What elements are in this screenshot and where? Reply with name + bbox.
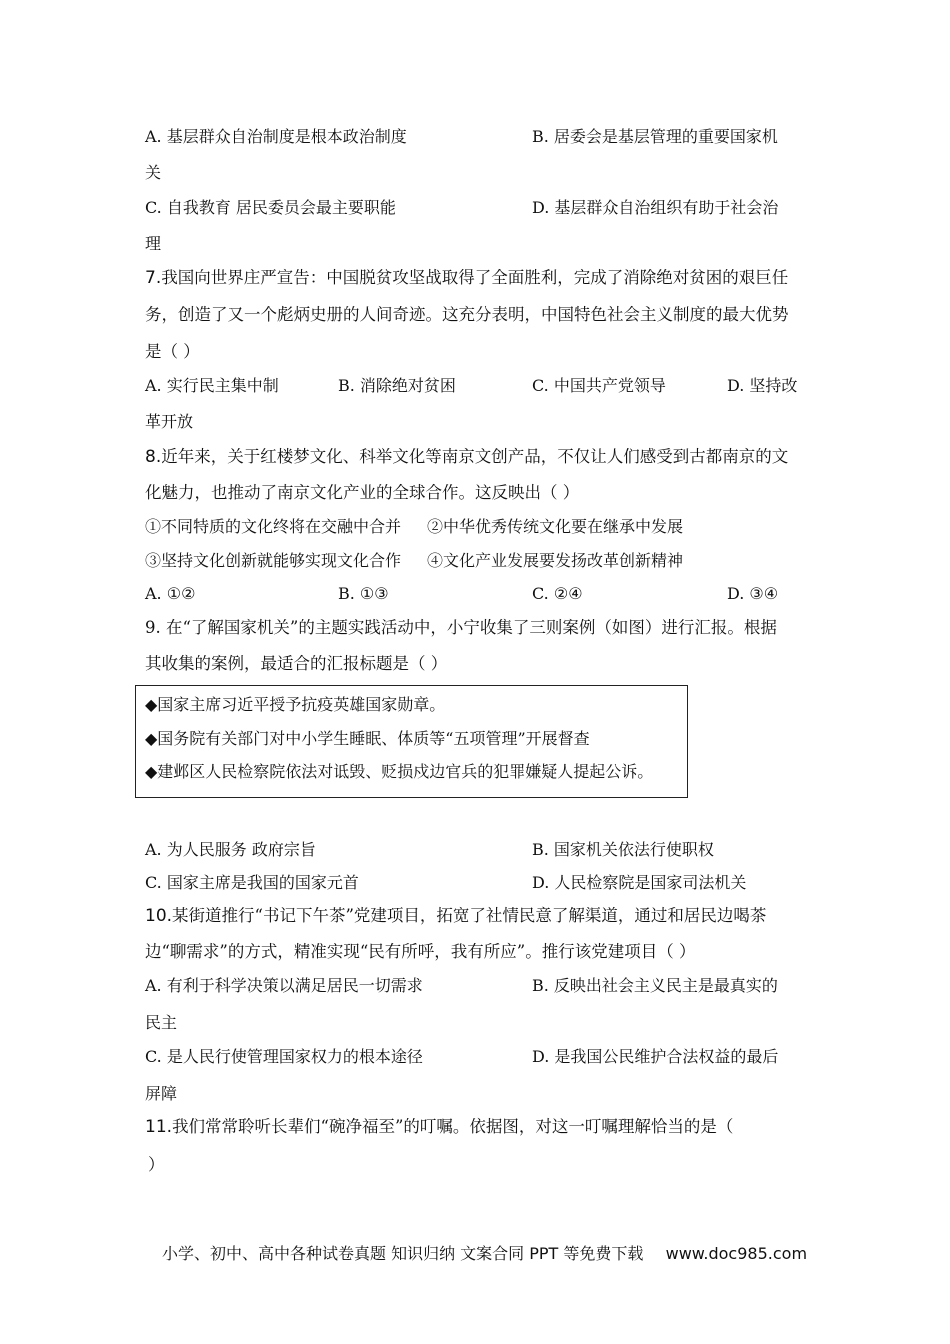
q8-statement-1: ①不同特质的文化终将在交融中合并 (145, 517, 402, 536)
q7-option-b: B. 消除绝对贫困 (338, 376, 456, 395)
q7-option-a: A. 实行民主集中制 (145, 376, 279, 395)
q7-number: 7. (145, 268, 162, 288)
q10-option-d-cont: 屏障 (145, 1084, 178, 1103)
q6-option-a: A. 基层群众自治制度是根本政治制度 (145, 127, 407, 146)
q9-option-d: D. 人民检察院是国家司法机关 (532, 873, 747, 892)
footer-site-link[interactable]: www.doc985.com (665, 1244, 808, 1263)
q7-stem-line1: 7.我国向世界庄严宣告：中国脱贫攻坚战取得了全面胜利，完成了消除绝对贫困的艰巨任 (145, 268, 789, 288)
q10-stem-line1: 10.某街道推行“书记下午茶”党建项目，拓宽了社情民意了解渠道，通过和居民边喝茶 (145, 906, 767, 926)
q7-stem-line2: 务，创造了又一个彪炳史册的人间奇迹。这充分表明，中国特色社会主义制度的最大优势 (145, 305, 789, 324)
q9-stem-line1: 9. 在“了解国家机关”的主题实践活动中，小宁收集了三则案例（如图）进行汇报。根据 (145, 618, 777, 637)
q11-number: 11. (145, 1117, 173, 1137)
q10-option-c: C. 是人民行使管理国家权力的根本途径 (145, 1047, 423, 1066)
q11-stem-line2: ） (148, 1155, 165, 1174)
q10-number: 10. (145, 906, 173, 926)
q7-option-c: C. 中国共产党领导 (532, 376, 666, 395)
q6-option-c: C. 自我教育 居民委员会最主要职能 (145, 198, 396, 217)
q9-stem-line2: 其收集的案例，最适合的汇报标题是（ ） (145, 654, 448, 673)
q10-option-d: D. 是我国公民维护合法权益的最后 (532, 1047, 779, 1066)
q6-option-b-cont: 关 (145, 163, 162, 182)
q6-option-d: D. 基层群众自治组织有助于社会治 (532, 198, 779, 217)
q8-statement-3: ③坚持文化创新就能够实现文化合作 (145, 551, 402, 570)
q7-stem-line3: 是（ ） (145, 342, 200, 361)
q6-option-d-cont: 理 (145, 234, 162, 253)
q9-option-c: C. 国家主席是我国的国家元首 (145, 873, 359, 892)
q8-stem-line2: 化魅力，也推动了南京文化产业的全球合作。这反映出（ ） (145, 483, 580, 502)
q10-option-b-cont: 民主 (145, 1013, 178, 1032)
q8-option-c: C. ②④ (532, 584, 583, 603)
q8-statement-4: ④文化产业发展要发扬改革创新精神 (427, 551, 684, 570)
footer (162, 1244, 807, 1264)
q8-option-d: D. ③④ (727, 584, 779, 603)
footer-text: 小学、初中、高中各种试卷真题 知识归纳 文案合同 PPT 等免费下载 (162, 1244, 644, 1263)
q11-stem-line1: 11.我们常常聆听长辈们“碗净福至”的叮嘱。依据图，对这一叮嘱理解恰当的是（ (145, 1117, 734, 1137)
q9-case-1: ◆国家主席习近平授予抗疫英雄国家勋章。 (145, 695, 446, 714)
q10-stem-line2: 边“聊需求”的方式，精准实现“民有所呼，我有所应”。推行该党建项目（ ） (145, 942, 696, 961)
q9-option-b: B. 国家机关依法行使职权 (532, 840, 714, 859)
q8-number: 8. (145, 447, 162, 467)
q8-option-b: B. ①③ (338, 584, 389, 603)
q10-option-a: A. 有利于科学决策以满足居民一切需求 (145, 976, 423, 995)
q8-statement-2: ②中华优秀传统文化要在继承中发展 (427, 517, 684, 536)
q9-option-a: A. 为人民服务 政府宗旨 (145, 840, 316, 859)
q9-case-3: ◆建邺区人民检察院依法对诋毁、贬损戍边官兵的犯罪嫌疑人提起公诉。 (145, 762, 654, 781)
q9-case-2: ◆国务院有关部门对中小学生睡眠、体质等“五项管理”开展督查 (145, 729, 590, 748)
q8-stem-line1: 8.近年来，关于红楼梦文化、科举文化等南京文创产品，不仅让人们感受到古都南京的文 (145, 447, 789, 467)
q7-option-d: D. 坚持改 (727, 376, 798, 395)
q7-option-d-cont: 革开放 (145, 412, 194, 431)
q10-option-b: B. 反映出社会主义民主是最真实的 (532, 976, 778, 995)
q6-option-b: B. 居委会是基层管理的重要国家机 (532, 127, 778, 146)
q8-option-a: A. ①② (145, 584, 196, 603)
